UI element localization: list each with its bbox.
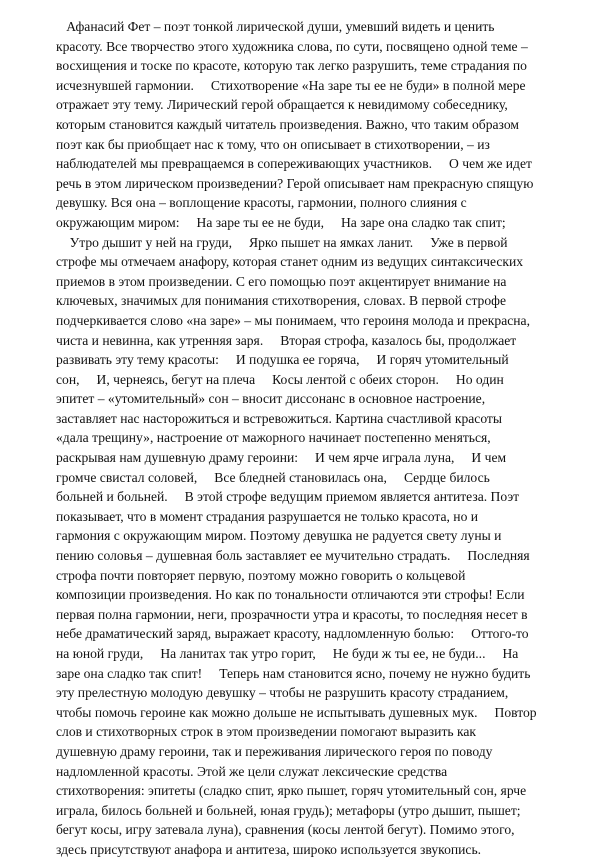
- text-line: раскрывая нам душевную драму героини: И чем ярче играла луна, И чем: [56, 450, 507, 466]
- text-line: чтобы помочь героине как можно дольше не испытывать душевных мук. Повтор: [56, 704, 537, 720]
- text-line: отражает эту тему. Лирический герой обращается к невидимому собеседнику,: [56, 97, 508, 113]
- text-line: здесь присутствуют анафора и антитеза, широко используется звукопись.: [56, 841, 482, 857]
- text-line: эпитет – «утомительный» сон – вносит диссонанс в основное настроение,: [56, 391, 486, 407]
- text-line: наблюдателей мы превращаемся в сопереживающих участников. О чем же идет: [56, 156, 532, 172]
- text-line: композиции произведения. Но как по тональности отличаются эти строфы! Если: [56, 587, 525, 603]
- text-line: чиста и невинна, как утренняя заря. Вторая строфа, казалось бы, продолжает: [56, 332, 517, 348]
- text-line: подчеркивается слово «на заре» – мы понимаем, что героиня молода и прекрасна,: [56, 312, 530, 328]
- text-line: сон, И, чернеясь, бегут на плеча Косы лентой с обеих сторон. Но один: [56, 371, 504, 387]
- text-line: окружающим миром: На заре ты ее не буди, На заре она сладко так спит;: [56, 214, 506, 230]
- text-line: на юной груди, На ланитах так утро горит, Не буди ж ты ее, не буди... На: [56, 646, 519, 661]
- text-line: строфа почти повторяет первую, поэтому можно говорить о кольцевой: [56, 567, 466, 583]
- text-line: громче свистал соловей, Все бледней становилась она, Сердце билось: [56, 469, 490, 485]
- text-line: Афанасий Фет – поэт тонкой лирической души, умевший видеть и ценить: [56, 19, 495, 34]
- text-line: играла, билось больней и больней, юная грудь); метафоры (утро дышит, пышет;: [56, 802, 521, 818]
- text-line: развивать эту тему красоты: И подушка ее горяча, И горяч утомительный: [56, 352, 509, 368]
- text-line: гармония с окружающим миром. Поэтому девушка не радуется свету луны и: [56, 528, 502, 544]
- text-line: душевную драму героини, так и переживания лирического героя по поводу: [56, 743, 493, 759]
- text-line: исчезнувшей гармонии. Стихотворение «На заре ты ее не буди» в полной мере: [56, 77, 526, 93]
- text-line: стихотворения: эпитеты (сладко спит, ярко пышет, горяч утомительный сон, ярче: [56, 783, 527, 799]
- text-line: Утро дышит у ней на груди, Ярко пышет на ямках ланит. Уже в первой: [56, 234, 508, 250]
- text-line: девушку. Вся она – воплощение красоты, гармонии, полного слияния с: [56, 195, 467, 211]
- text-line: небе драматический заряд, выражает красоту, надломленную болью: Оттого-то: [56, 626, 529, 642]
- essay-text: [56, 17, 556, 860]
- text-line: показывает, что в момент страдания разрушается не только красота, но и: [56, 508, 479, 524]
- text-line: красоту. Все творчество этого художника слова, по сути, посвящено одной теме –: [56, 38, 528, 54]
- text-line: заставляет нас насторожиться и встревожиться. Картина счастливой красоты: [56, 410, 503, 426]
- text-line: поэт как бы приобщает нас к тому, что он описывает в стихотворении, – из: [56, 136, 490, 152]
- text-line: больней и больней. В этой строфе ведущим приемом является антитеза. Поэт: [56, 489, 520, 505]
- text-line: восхищения и тоске по красоте, которую так легко разрушить, теме страдания по: [56, 58, 527, 74]
- text-line: надломленной красоты. Этой же цели служат лексические средства: [56, 763, 448, 779]
- text-line: эту прелестную молодую девушку – чтобы не разрушить красоту страданием,: [56, 685, 509, 701]
- text-line: пению соловья – душевная боль заставляет ее мучительно страдать. Последняя: [56, 548, 530, 564]
- text-line: речь в этом лирическом произведении? Герой описывает нам прекрасную спящую: [56, 175, 534, 191]
- text-line: первая полна гармонии, неги, прозрачности утра и красоты, то последняя несет в: [56, 606, 528, 622]
- text-line: заре она сладко так спит! Теперь нам становится ясно, почему не нужно будить: [56, 665, 531, 681]
- text-line: ключевых, значимых для понимания стихотворения, словах. В первой строфе: [56, 293, 506, 309]
- text-line: строфе мы отмечаем анафору, которая станет одним из ведущих синтаксических: [56, 254, 524, 270]
- text-line: «дала трещину», настроение от мажорного начинает постепенно меняться,: [56, 430, 491, 446]
- text-line: которым становится каждый читатель произведения. Важно, что таким образом: [56, 116, 519, 132]
- text-line: бегут косы, игру затевала луна), сравнения (косы лентой бегут). Помимо этого,: [56, 822, 515, 838]
- text-line: слов и стихотворных строк в этом произведении помогают выразить как: [56, 724, 477, 740]
- text-line: приемов в этом произведении. С его помощью поэт акцентирует внимание на: [56, 273, 507, 289]
